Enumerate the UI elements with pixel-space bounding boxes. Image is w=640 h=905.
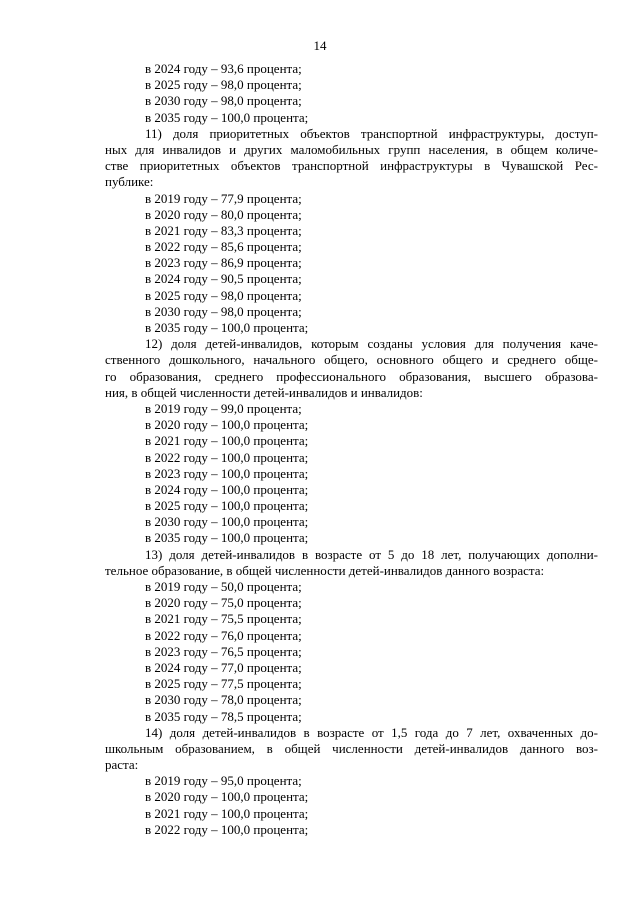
text-line: тельное образование, в общей численности детей-инвалидов данного возраста: [105, 562, 545, 578]
text-line: ных для инвалидов и других маломобильных групп населения, в общем количе- [105, 141, 598, 157]
text-line: ния, в общей численности детей-инвалидов и инвалидов: [105, 384, 423, 400]
text-line: в 2022 году – 85,6 процента; [145, 239, 302, 255]
text-line: в 2035 году – 100,0 процента; [145, 530, 309, 546]
text-line: в 2020 году – 80,0 процента; [145, 206, 302, 222]
text-line: в 2025 году – 100,0 процента; [145, 498, 309, 514]
text-line: 14) доля детей-инвалидов в возрасте от 1,5 года до 7 лет, охваченных до- [145, 724, 598, 740]
text-line: в 2020 году – 100,0 процента; [145, 417, 309, 433]
text-line: в 2030 году – 98,0 процента; [145, 303, 302, 319]
text-line: го образования, среднего профессионального образования, высшего образова- [105, 368, 598, 384]
text-line: 11) доля приоритетных объектов транспортной инфраструктуры, доступ- [145, 125, 598, 141]
text-line: в 2023 году – 86,9 процента; [145, 255, 302, 271]
document-body [105, 61, 598, 838]
text-line: в 2030 году – 78,0 процента; [145, 692, 302, 708]
text-line: в 2030 году – 100,0 процента; [145, 514, 309, 530]
text-line: в 2023 году – 100,0 процента; [145, 465, 309, 481]
text-line: стве приоритетных объектов транспортной инфраструктуры в Чувашской Рес- [105, 158, 598, 174]
text-line: в 2035 году – 100,0 процента; [145, 109, 309, 125]
text-line: в 2035 году – 100,0 процента; [145, 320, 309, 335]
text-line: в 2025 году – 77,5 процента; [145, 676, 302, 692]
text-line: в 2024 году – 77,0 процента; [145, 659, 302, 675]
text-line: в 2024 году – 93,6 процента; [145, 61, 302, 76]
text-line: в 2021 году – 100,0 процента; [145, 805, 309, 821]
text-line: в 2021 году – 100,0 процента; [145, 433, 309, 449]
text-line: публике: [105, 174, 154, 190]
text-line: в 2022 году – 76,0 процента; [145, 627, 302, 643]
text-line: в 2020 году – 100,0 процента; [145, 789, 309, 805]
text-line: раста: [105, 757, 139, 773]
text-line: в 2019 году – 95,0 процента; [145, 773, 302, 789]
text-line: в 2030 году – 98,0 процента; [145, 93, 302, 109]
text-line: в 2025 году – 98,0 процента; [145, 77, 302, 93]
text-line: в 2021 году – 75,5 процента; [145, 611, 302, 627]
text-line: в 2025 году – 98,0 процента; [145, 287, 302, 303]
text-line: 13) доля детей-инвалидов в возрасте от 5 до 18 лет, получающих дополни- [145, 546, 598, 562]
text-line: в 2021 году – 83,3 процента; [145, 222, 302, 238]
text-line: 12) доля детей-инвалидов, которым созданы условия для получения каче- [145, 336, 598, 352]
page-number: 14 [313, 38, 327, 53]
text-line: в 2019 году – 99,0 процента; [145, 400, 302, 416]
text-line: школьным образованием, в общей численности детей-инвалидов данного воз- [105, 740, 598, 756]
text-line: в 2022 году – 100,0 процента; [145, 821, 309, 837]
text-line: в 2023 году – 76,5 процента; [145, 643, 302, 659]
text-line: в 2024 году – 100,0 процента; [145, 481, 309, 497]
text-line: в 2019 году – 50,0 процента; [145, 579, 302, 594]
text-line: в 2035 году – 78,5 процента; [145, 708, 302, 724]
text-line: в 2020 году – 75,0 процента; [145, 595, 302, 611]
text-line: в 2019 году – 77,9 процента; [145, 190, 302, 206]
text-line: в 2024 году – 90,5 процента; [145, 271, 302, 287]
text-line: ственного дошкольного, начального общего, основного общего и среднего обще- [105, 352, 598, 368]
text-line: в 2022 году – 100,0 процента; [145, 449, 309, 465]
